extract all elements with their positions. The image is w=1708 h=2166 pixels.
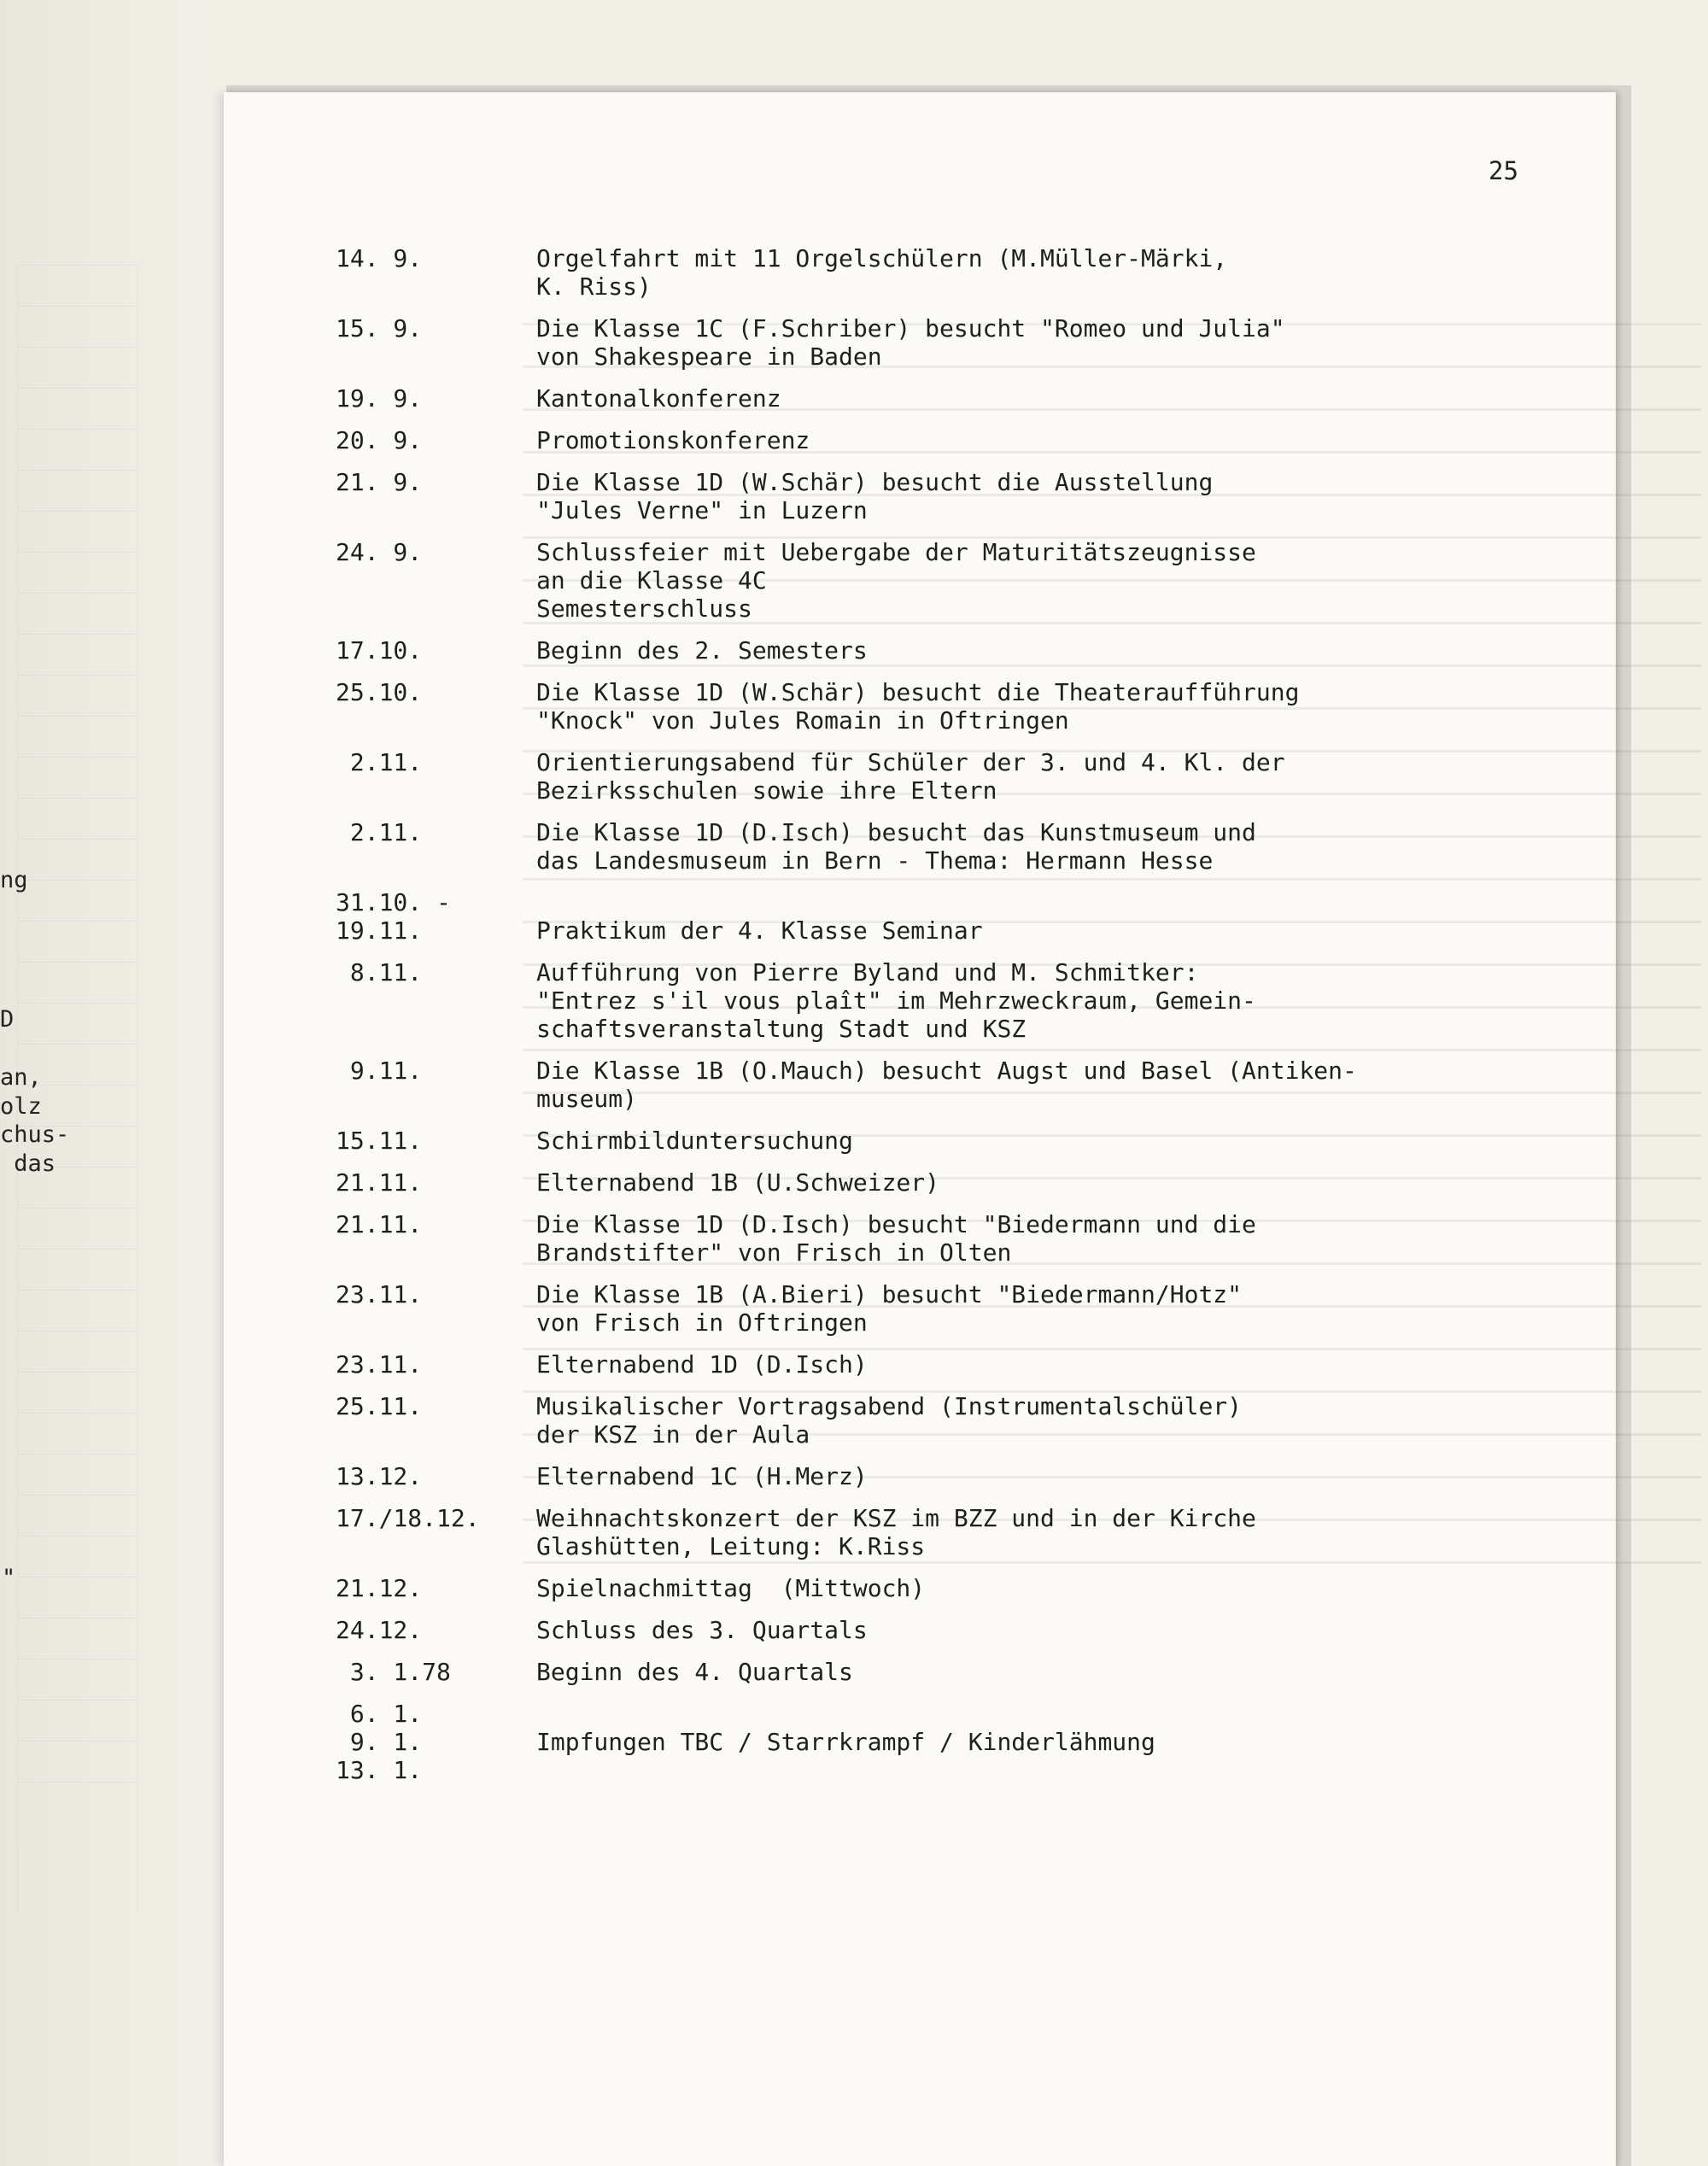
- calendar-entry: [336, 1700, 1548, 1784]
- entry-event: Schirmbilduntersuchung: [536, 1127, 853, 1155]
- entry-date: 21.12.: [336, 1574, 423, 1602]
- calendar-entry: [336, 888, 1548, 945]
- calendar-entry: [336, 678, 1548, 735]
- entry-date: 25.10.: [336, 678, 423, 706]
- entry-date: 21.11.: [336, 1210, 423, 1238]
- entry-event: Die Klasse 1D (W.Schär) besucht die Ausstellung "Jules Verne" in Luzern: [536, 468, 1214, 524]
- calendar-entry: [336, 1504, 1548, 1560]
- entry-event: Schlussfeier mit Uebergabe der Maturitätszeugnisse an die Klasse 4C Semesterschluss: [536, 538, 1256, 623]
- left-fragment-text: ": [2, 1565, 16, 1591]
- calendar-entry: [336, 1616, 1548, 1644]
- entry-date: 23.11.: [336, 1280, 423, 1308]
- entry-date: 17./18.12.: [336, 1504, 480, 1532]
- calendar-entry: [336, 958, 1548, 1043]
- entry-date: 24.12.: [336, 1616, 423, 1644]
- entry-date: 31.10. - 19.11.: [336, 888, 451, 945]
- entry-date: 2.11.: [336, 748, 423, 776]
- entry-date: 13.12.: [336, 1462, 423, 1490]
- entry-event: Die Klasse 1B (O.Mauch) besucht Augst und Basel (Antiken- museum): [536, 1057, 1357, 1113]
- entry-date: 8.11.: [336, 958, 423, 986]
- calendar-entries-list: [336, 244, 1548, 1798]
- entry-date: 3. 1.78: [336, 1658, 451, 1686]
- calendar-entry: [336, 748, 1548, 805]
- left-fragment-text: D: [0, 1006, 15, 1033]
- entry-event: Weihnachtskonzert der KSZ im BZZ und in der Kirche Glashütten, Leitung: K.Riss: [536, 1504, 1256, 1560]
- calendar-entry: [336, 1350, 1548, 1379]
- calendar-entry: [336, 1057, 1548, 1113]
- entry-event: Beginn des 4. Quartals: [536, 1658, 853, 1686]
- entry-event: Kantonalkonferenz: [536, 384, 781, 413]
- entry-event: Promotionskonferenz: [536, 426, 810, 454]
- entry-date: 21.11.: [336, 1168, 423, 1197]
- calendar-entry: [336, 818, 1548, 875]
- entry-date: 17.10.: [336, 636, 423, 664]
- calendar-entry: [336, 1658, 1548, 1686]
- page-number: 25: [1489, 156, 1518, 185]
- entry-event: Musikalischer Vortragsabend (Instrumentalschüler) der KSZ in der Aula: [536, 1392, 1243, 1449]
- entry-date: 15. 9.: [336, 314, 423, 342]
- left-fragment-text: chus-: [0, 1121, 70, 1148]
- entry-event: Die Klasse 1D (D.Isch) besucht das Kunstmuseum und das Landesmuseum in Bern - Thema: Hermann Hesse: [536, 818, 1256, 875]
- entry-date: 9.11.: [336, 1057, 423, 1085]
- calendar-entry: [336, 244, 1548, 301]
- entry-date: 24. 9.: [336, 538, 423, 566]
- left-fragment-text: das: [0, 1150, 56, 1177]
- entry-date: 2.11.: [336, 818, 423, 846]
- entry-event: Schluss des 3. Quartals: [536, 1616, 868, 1644]
- left-page-fragment: [0, 0, 224, 2166]
- entry-date: 25.11.: [336, 1392, 423, 1420]
- entry-event: Praktikum der 4. Klasse Seminar: [536, 916, 983, 945]
- entry-event: Orgelfahrt mit 11 Orgelschülern (M.Müller-Märki, K. Riss): [536, 244, 1228, 301]
- entry-event: Elternabend 1C (H.Merz): [536, 1462, 868, 1490]
- entry-date: 20. 9.: [336, 426, 423, 454]
- calendar-entry: [336, 1392, 1548, 1449]
- calendar-entry: [336, 1280, 1548, 1337]
- calendar-entry: [336, 1574, 1548, 1602]
- calendar-entry: [336, 1127, 1548, 1155]
- calendar-entry: [336, 1168, 1548, 1197]
- entry-date: 14. 9.: [336, 244, 423, 272]
- entry-date: 15.11.: [336, 1127, 423, 1155]
- calendar-entry: [336, 1210, 1548, 1267]
- entry-event: Beginn des 2. Semesters: [536, 636, 868, 664]
- entry-date: 19. 9.: [336, 384, 423, 413]
- entry-event: Aufführung von Pierre Byland und M. Schmitker: "Entrez s'il vous plaît" im Mehrzweckraum, Gemein- schaftsveranstaltung Stadt und KSZ: [536, 958, 1256, 1043]
- calendar-entry: [336, 1462, 1548, 1490]
- entry-date: 23.11.: [336, 1350, 423, 1379]
- entry-event: Elternabend 1D (D.Isch): [536, 1350, 868, 1379]
- entry-event: Spielnachmittag (Mittwoch): [536, 1574, 926, 1602]
- entry-event: Elternabend 1B (U.Schweizer): [536, 1168, 940, 1197]
- left-fragment-text: olz: [0, 1093, 42, 1120]
- calendar-entry: [336, 314, 1548, 371]
- calendar-entry: [336, 468, 1548, 524]
- left-fragment-text: ng: [0, 867, 28, 893]
- calendar-entry: [336, 426, 1548, 454]
- entry-event: Die Klasse 1C (F.Schriber) besucht "Romeo und Julia" von Shakespeare in Baden: [536, 314, 1285, 371]
- entry-event: Orientierungsabend für Schüler der 3. und 4. Kl. der Bezirksschulen sowie ihre Eltern: [536, 748, 1285, 805]
- entry-event: Die Klasse 1B (A.Bieri) besucht "Biedermann/Hotz" von Frisch in Oftringen: [536, 1280, 1243, 1337]
- entry-date: 21. 9.: [336, 468, 423, 496]
- left-fragment-text: an,: [0, 1064, 42, 1091]
- entry-event: Die Klasse 1D (W.Schär) besucht die Theateraufführung "Knock" von Jules Romain in Oftringen: [536, 678, 1300, 735]
- entry-event: Die Klasse 1D (D.Isch) besucht "Biedermann und die Brandstifter" von Frisch in Olten: [536, 1210, 1256, 1267]
- calendar-entry: [336, 384, 1548, 413]
- entry-event: Impfungen TBC / Starrkrampf / Kinderlähmung: [536, 1728, 1155, 1756]
- entry-date: 6. 1. 9. 1. 13. 1.: [336, 1700, 423, 1784]
- calendar-entry: [336, 636, 1548, 664]
- calendar-entry: [336, 538, 1548, 623]
